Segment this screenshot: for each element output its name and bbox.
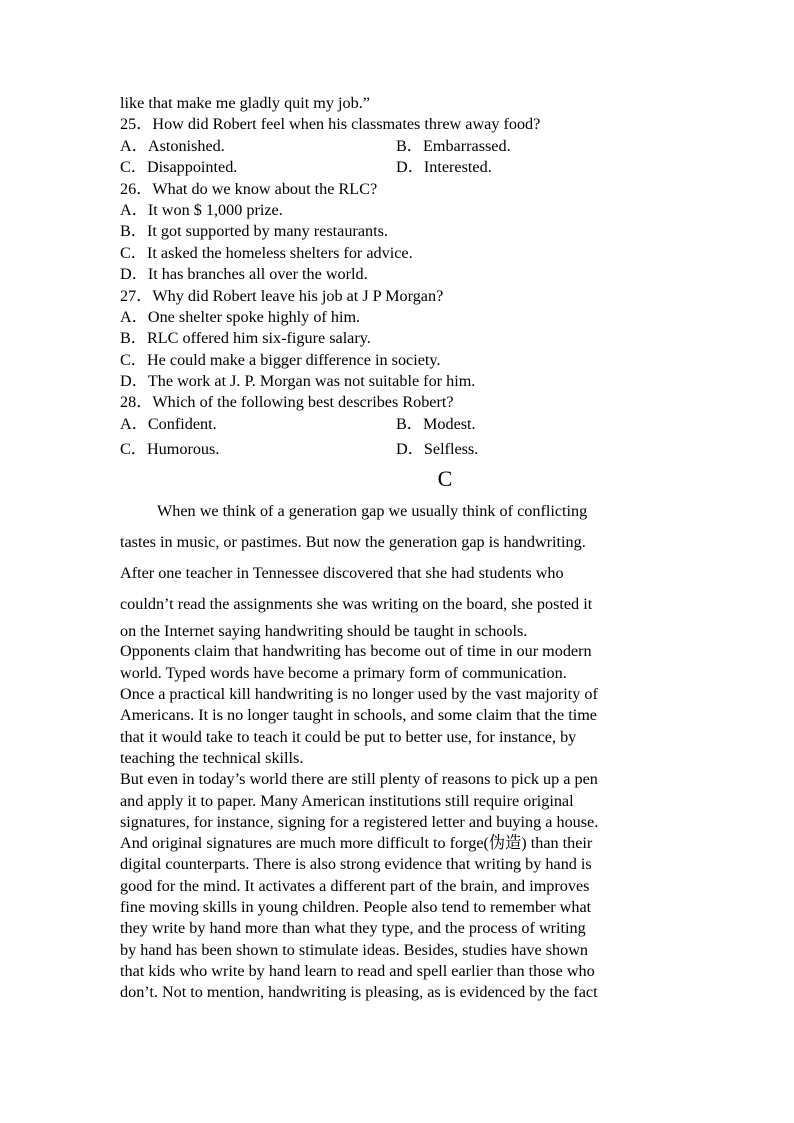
paragraph-line: good for the mind. It activates a different part of the brain, and improves — [120, 876, 590, 895]
paragraph-line: on the Internet saying handwriting should be taught in schools. — [120, 622, 528, 641]
q25-option-c: C．Disappointed. — [120, 158, 238, 177]
question-28: 28．Which of the following best describes Robert? — [120, 393, 454, 412]
q28-option-b: B．Modest. — [396, 414, 476, 433]
paragraph-line: that it would take to teach it could be put to better use, for instance, by — [120, 727, 577, 746]
paragraph-line: don’t. Not to mention, handwriting is pleasing, as is evidenced by the fact — [120, 983, 598, 1002]
paragraph-line: couldn’t read the assignments she was writing on the board, she posted it — [120, 594, 593, 613]
q28-option-d: D．Selfless. — [396, 440, 479, 459]
q27-option-d: D．The work at J. P. Morgan was not suitable for him. — [120, 372, 476, 391]
q25-options-row-2 — [120, 157, 680, 178]
question-25: 25．How did Robert feel when his classmates threw away food? — [120, 115, 541, 134]
q26-option-c: C．It asked the homeless shelters for advice. — [120, 243, 413, 262]
paragraph-line: they write by hand more than what they type, and the process of writing — [120, 919, 586, 938]
q25-option-d: D．Interested. — [396, 158, 492, 177]
q28-options-row-2 — [120, 435, 680, 464]
q28-option-c: C．Humorous. — [120, 440, 220, 459]
paragraph-line: tastes in music, or pastimes. But now the generation gap is handwriting. — [120, 533, 586, 552]
question-27: 27．Why did Robert leave his job at J P Morgan? — [120, 286, 444, 305]
q27-option-b: B．RLC offered him six-figure salary. — [120, 329, 371, 348]
paragraph-line: that kids who write by hand learn to read and spell earlier than those who — [120, 961, 595, 980]
paragraph-line: and apply it to paper. Many American institutions still require original — [120, 791, 574, 810]
continued-quote-line: like that make me gladly quit my job.” — [120, 94, 370, 112]
paragraph-line: fine moving skills in young children. People also tend to remember what — [120, 898, 592, 916]
paragraph-line: digital counterparts. There is also strong evidence that writing by hand is — [120, 855, 592, 874]
paragraph-line: signatures, for instance, signing for a registered letter and buying a house. — [120, 812, 599, 831]
q26-option-d: D．It has branches all over the world. — [120, 265, 368, 284]
passage-paragraph-1 — [120, 496, 680, 641]
section-title: C — [437, 466, 453, 492]
paragraph-line: by hand has been shown to stimulate ideas. Besides, studies have shown — [120, 940, 589, 959]
passage-paragraph-2 — [120, 641, 680, 769]
q28-option-a: A．Confident. — [120, 414, 217, 433]
q27-option-a: A．One shelter spoke highly of him. — [120, 307, 361, 326]
q25-option-b: B．Embarrassed. — [396, 136, 511, 155]
paragraph-line: When we think of a generation gap we usually think of conflicting — [157, 502, 588, 521]
paragraph-line: Once a practical kill handwriting is no longer used by the vast majority of — [120, 685, 598, 704]
q27-option-c: C．He could make a bigger difference in society. — [120, 350, 441, 369]
q26-option-b: B．It got supported by many restaurants. — [120, 222, 388, 241]
paragraph-line: world. Typed words have become a primary form of communication. — [120, 663, 567, 682]
passage-paragraph-3 — [120, 769, 680, 1003]
q26-option-a: A．It won $ 1,000 prize. — [120, 200, 283, 219]
paragraph-line: Opponents claim that handwriting has become out of time in our modern — [120, 642, 592, 661]
paragraph-line: After one teacher in Tennessee discovered that she had students who — [120, 563, 564, 582]
q25-options-row-1 — [120, 136, 680, 157]
question-26: 26．What do we know about the RLC? — [120, 179, 378, 198]
paragraph-line: And original signatures are much more difficult to forge(伪造) than their — [120, 834, 593, 853]
paragraph-line: teaching the technical skills. — [120, 748, 304, 767]
q28-options-row-1 — [120, 414, 680, 435]
paragraph-line: But even in today’s world there are still plenty of reasons to pick up a pen — [120, 770, 598, 789]
paragraph-line: Americans. It is no longer taught in schools, and some claim that the time — [120, 706, 597, 725]
document-page — [120, 93, 680, 1003]
q25-option-a: A．Astonished. — [120, 136, 225, 155]
